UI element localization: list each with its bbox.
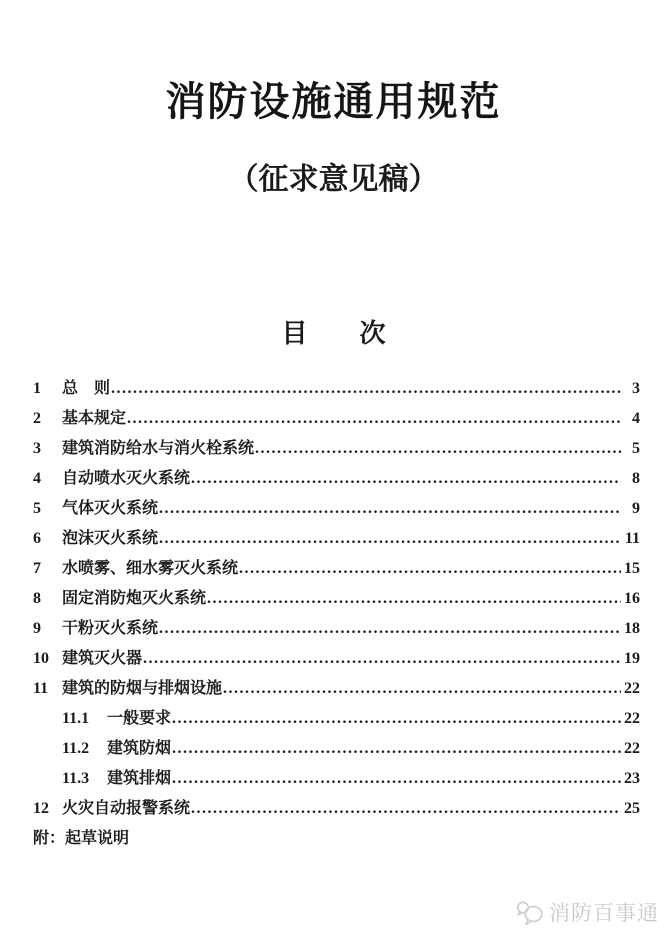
toc-item-number: 1 bbox=[33, 379, 41, 397]
toc-item-title: 基本规定 bbox=[62, 409, 127, 427]
toc-item-title: 建筑灭火器 bbox=[62, 649, 143, 667]
toc-item bbox=[33, 585, 640, 615]
toc-item-title: 泡沫灭火系统 bbox=[62, 529, 159, 547]
toc-page-number: 22 bbox=[624, 709, 640, 727]
toc-leader-dots bbox=[239, 560, 621, 578]
toc-page-number: 22 bbox=[624, 739, 640, 757]
toc-item bbox=[33, 555, 640, 585]
toc-item-number: 11 bbox=[33, 679, 49, 697]
toc-item-number: 12 bbox=[33, 799, 49, 817]
toc-item bbox=[33, 795, 640, 825]
toc-item bbox=[33, 495, 640, 525]
toc-item-number: 附： bbox=[33, 829, 66, 847]
watermark bbox=[515, 897, 659, 927]
toc-page-number: 25 bbox=[624, 799, 640, 817]
toc-item-number: 6 bbox=[33, 529, 41, 547]
toc-item bbox=[33, 375, 640, 405]
toc-page-number: 19 bbox=[624, 649, 640, 667]
toc-item-number: 11.3 bbox=[62, 769, 90, 787]
document-page bbox=[0, 76, 667, 930]
toc-item-title: 气体灭火系统 bbox=[62, 499, 159, 517]
toc-leader-dots bbox=[172, 710, 621, 728]
toc-item-title: 自动喷水灭火系统 bbox=[62, 469, 191, 487]
toc-item-number: 8 bbox=[33, 589, 41, 607]
toc-item-number: 3 bbox=[33, 439, 41, 457]
toc-page-number: 8 bbox=[632, 469, 640, 487]
toc-item-title: 建筑防烟 bbox=[107, 739, 172, 757]
toc-item bbox=[33, 735, 640, 765]
toc-item bbox=[33, 705, 640, 735]
toc-page-number: 16 bbox=[624, 589, 640, 607]
toc-page-number: 11 bbox=[624, 529, 640, 547]
document-title: 消防设施通用规范 bbox=[165, 80, 502, 124]
toc-item-title: 一般要求 bbox=[107, 709, 172, 727]
toc-page-number: 9 bbox=[632, 499, 640, 517]
toc-leader-dots bbox=[127, 410, 621, 428]
toc-item bbox=[33, 435, 640, 465]
toc-item-title: 总 则 bbox=[62, 379, 111, 397]
toc-item bbox=[33, 645, 640, 675]
toc-leader-dots bbox=[207, 590, 621, 608]
toc-item bbox=[33, 465, 640, 495]
toc-leader-dots bbox=[111, 380, 621, 398]
toc-item-number: 11.1 bbox=[62, 709, 90, 727]
toc-page-number: 4 bbox=[632, 409, 640, 427]
toc-page-number: 22 bbox=[624, 679, 640, 697]
toc-item bbox=[33, 675, 640, 705]
toc-item bbox=[33, 405, 640, 435]
toc-item-title: 起草说明 bbox=[65, 829, 130, 847]
toc-item-number: 2 bbox=[33, 409, 41, 427]
toc-item bbox=[33, 825, 640, 855]
toc-leader-dots bbox=[159, 620, 621, 638]
toc-heading: 目 次 bbox=[281, 319, 386, 348]
toc-item-title: 建筑的防烟与排烟设施 bbox=[62, 679, 223, 697]
toc-item-title: 水喷雾、细水雾灭火系统 bbox=[62, 559, 239, 577]
toc-item-title: 干粉灭火系统 bbox=[62, 619, 159, 637]
toc-page-number: 15 bbox=[624, 559, 640, 577]
toc-leader-dots bbox=[223, 680, 621, 698]
toc-list bbox=[33, 375, 640, 855]
toc-item-title: 建筑排烟 bbox=[107, 769, 172, 787]
toc-page-number: 23 bbox=[624, 769, 640, 787]
toc-item-number: 9 bbox=[33, 619, 41, 637]
toc-item-number: 11.2 bbox=[62, 739, 90, 757]
toc-leader-dots bbox=[255, 440, 621, 458]
toc-leader-dots bbox=[143, 650, 621, 668]
toc-item-number: 5 bbox=[33, 499, 41, 517]
toc-item-number: 4 bbox=[33, 469, 41, 487]
toc-leader-dots bbox=[159, 530, 621, 548]
toc-page-number: 5 bbox=[632, 439, 640, 457]
toc-item-title: 建筑消防给水与消火栓系统 bbox=[62, 439, 255, 457]
document-subtitle: （征求意见稿） bbox=[228, 163, 439, 196]
chat-bubbles-icon bbox=[515, 899, 545, 926]
toc-leader-dots bbox=[159, 500, 621, 518]
toc-leader-dots bbox=[172, 770, 621, 788]
toc-item bbox=[33, 615, 640, 645]
toc-leader-dots bbox=[172, 740, 621, 758]
toc-item bbox=[33, 525, 640, 555]
toc-item-title: 火灾自动报警系统 bbox=[62, 799, 191, 817]
toc-item-title: 固定消防炮灭火系统 bbox=[62, 589, 207, 607]
toc-leader-dots bbox=[191, 470, 621, 488]
toc-leader-dots bbox=[191, 800, 621, 818]
toc-page-number: 3 bbox=[632, 379, 640, 397]
watermark-text: 消防百事通 bbox=[549, 902, 659, 925]
toc-item-number: 7 bbox=[33, 559, 41, 577]
toc-item-number: 10 bbox=[33, 649, 49, 667]
toc-page-number: 18 bbox=[624, 619, 640, 637]
toc-item bbox=[33, 765, 640, 795]
